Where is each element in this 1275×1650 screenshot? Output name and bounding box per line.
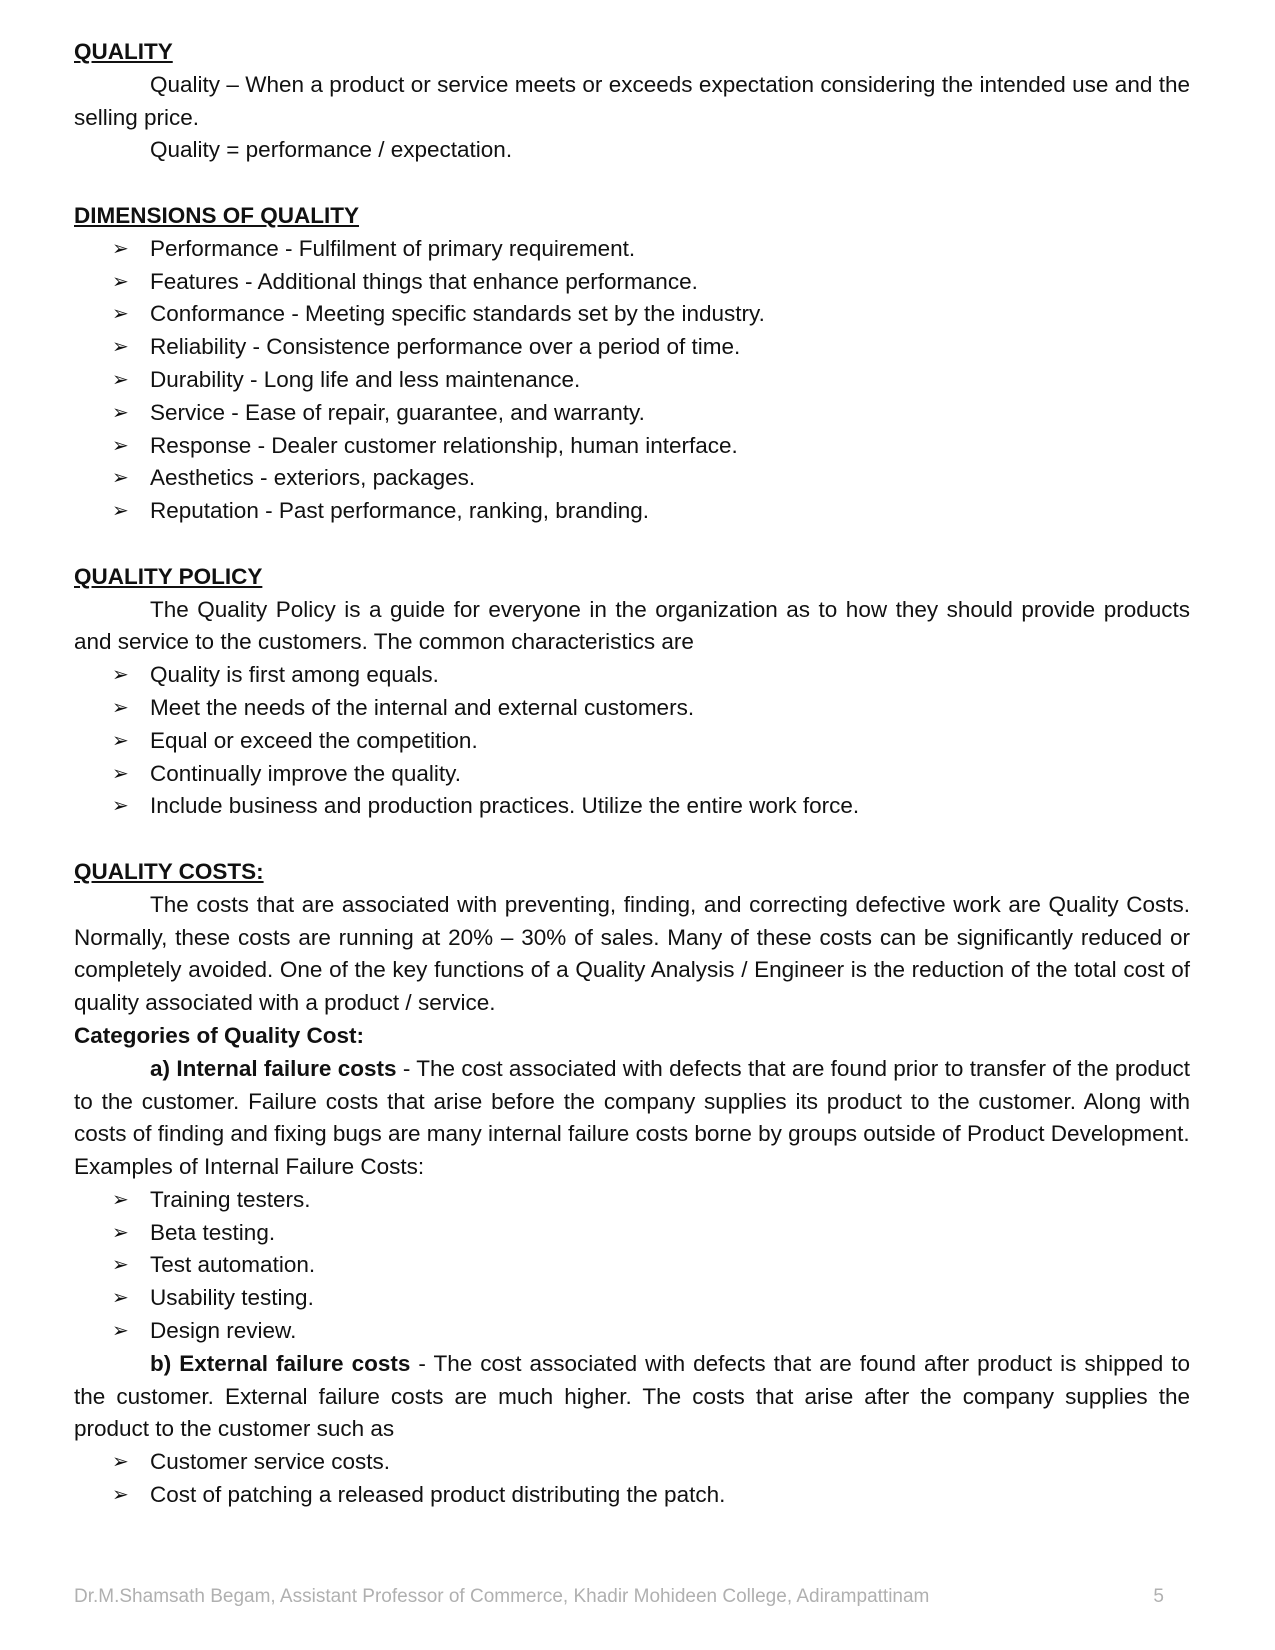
bullet-arrow-icon: ➢ [112, 696, 129, 719]
external-examples-list [74, 1446, 1190, 1512]
spacer [74, 167, 1190, 200]
list-item-text: Aesthetics - exteriors, packages. [150, 465, 476, 491]
footer-text: Dr.M.Shamsath Begam, Assistant Professor of Commerce, Khadir Mohideen College, Adirampattinam [74, 1586, 930, 1607]
list-item-text: Test automation. [150, 1252, 316, 1278]
bullet-arrow-icon: ➢ [112, 500, 129, 523]
bullet-arrow-icon: ➢ [112, 1254, 129, 1277]
dimensions-heading: DIMENSIONS OF QUALITY [74, 202, 360, 228]
list-item-text: Continually improve the quality. [150, 760, 461, 786]
bullet-arrow-icon: ➢ [112, 762, 129, 785]
list-item [74, 758, 1190, 791]
page-content [74, 36, 1190, 1512]
list-item [74, 266, 1190, 299]
list-item-text: Reputation - Past performance, ranking, branding. [150, 498, 650, 524]
quality-definition: Quality – When a product or service meets or exceeds expectation considering the intended use and the selling price. [74, 71, 1190, 130]
internal-failure-text: - The cost associated with defects that are found prior to transfer of the product to the customer. Failure costs that arise before the company supplies its product to the customer. Along with costs of finding and fixing bugs are many internal failure costs borne by groups outside of Product Development. [74, 1055, 1191, 1147]
external-failure-paragraph [74, 1348, 1190, 1446]
bullet-arrow-icon: ➢ [112, 467, 129, 490]
list-item [74, 495, 1190, 528]
list-item-text: Usability testing. [150, 1285, 314, 1311]
page-number: 5 [1153, 1586, 1164, 1607]
bullet-arrow-icon: ➢ [112, 237, 129, 260]
bullet-arrow-icon: ➢ [112, 664, 129, 687]
list-item-text: Quality is first among equals. [150, 662, 439, 688]
list-item-text: Meet the needs of the internal and external customers. [150, 694, 695, 720]
internal-failure-label: a) Internal failure costs [150, 1055, 397, 1081]
list-item [74, 1282, 1190, 1315]
list-item-text: Reliability - Consistence performance over a period of time. [150, 334, 741, 360]
quality-formula: Quality = performance / expectation. [150, 137, 513, 163]
bullet-arrow-icon: ➢ [112, 303, 129, 326]
bullet-arrow-icon: ➢ [112, 270, 129, 293]
list-item [74, 397, 1190, 430]
costs-heading: QUALITY COSTS: [74, 858, 264, 884]
list-item [74, 430, 1190, 463]
list-item-text: Include business and production practices. Utilize the entire work force. [150, 793, 860, 819]
policy-intro: The Quality Policy is a guide for everyone in the organization as to how they should provide products and service to the customers. The common characteristics are [74, 596, 1190, 655]
list-item-text: Response - Dealer customer relationship, human interface. [150, 432, 738, 458]
list-item-text: Cost of patching a released product distributing the patch. [150, 1482, 726, 1508]
policy-heading: QUALITY POLICY [74, 563, 263, 589]
list-item-text: Features - Additional things that enhance performance. [150, 268, 698, 294]
list-item [74, 298, 1190, 331]
list-item-text: Beta testing. [150, 1219, 276, 1245]
list-item-text: Design review. [150, 1318, 297, 1344]
list-item-text: Conformance - Meeting specific standards set by the industry. [150, 301, 765, 327]
bullet-arrow-icon: ➢ [112, 1188, 129, 1211]
page-footer [74, 1585, 1164, 1609]
internal-examples-list [74, 1184, 1190, 1348]
bullet-arrow-icon: ➢ [112, 1320, 129, 1343]
bullet-arrow-icon: ➢ [112, 368, 129, 391]
list-item [74, 1479, 1190, 1512]
list-item-text: Training testers. [150, 1186, 311, 1212]
dimensions-list [74, 233, 1190, 528]
bullet-arrow-icon: ➢ [112, 434, 129, 457]
bullet-arrow-icon: ➢ [112, 336, 129, 359]
list-item [74, 1315, 1190, 1348]
list-item [74, 1249, 1190, 1282]
bullet-arrow-icon: ➢ [112, 1287, 129, 1310]
bullet-arrow-icon: ➢ [112, 1451, 129, 1474]
external-failure-text: - The cost associated with defects that are found after product is shipped to the customer. External failure costs are much higher. The costs that arise after the company supplies the product to the customer such as [74, 1350, 1190, 1442]
list-item [74, 659, 1190, 692]
internal-examples-heading: Examples of Internal Failure Costs: [74, 1154, 425, 1180]
spacer [74, 823, 1190, 856]
list-item-text: Customer service costs. [150, 1449, 391, 1475]
internal-failure-paragraph [74, 1053, 1190, 1151]
list-item [74, 1184, 1190, 1217]
bullet-arrow-icon: ➢ [112, 1484, 129, 1507]
policy-list [74, 659, 1190, 823]
external-failure-label: b) External failure costs [150, 1350, 411, 1376]
costs-intro: The costs that are associated with preventing, finding, and correcting defective work are Quality Costs. Normally, these costs are running at 20% – 30% of sales. Many of these costs can be significantly reduced or completely avoided. One of the key functions of a Quality Analysis / Engineer is the reduction of the total cost of quality associated with a product / service. [74, 891, 1190, 1016]
categories-heading: Categories of Quality Cost: [74, 1022, 365, 1048]
list-item [74, 790, 1190, 823]
list-item [74, 725, 1190, 758]
list-item-text: Equal or exceed the competition. [150, 727, 478, 753]
list-item-text: Service - Ease of repair, guarantee, and warranty. [150, 399, 645, 425]
bullet-arrow-icon: ➢ [112, 1221, 129, 1244]
list-item [74, 1217, 1190, 1250]
list-item-text: Durability - Long life and less maintenance. [150, 366, 581, 392]
bullet-arrow-icon: ➢ [112, 729, 129, 752]
list-item [74, 233, 1190, 266]
spacer [74, 528, 1190, 561]
quality-heading: QUALITY [74, 39, 173, 64]
list-item [74, 462, 1190, 495]
list-item [74, 331, 1190, 364]
bullet-arrow-icon: ➢ [112, 795, 129, 818]
bullet-arrow-icon: ➢ [112, 401, 129, 424]
list-item-text: Performance - Fulfilment of primary requirement. [150, 235, 636, 261]
list-item [74, 1446, 1190, 1479]
list-item [74, 364, 1190, 397]
list-item [74, 692, 1190, 725]
